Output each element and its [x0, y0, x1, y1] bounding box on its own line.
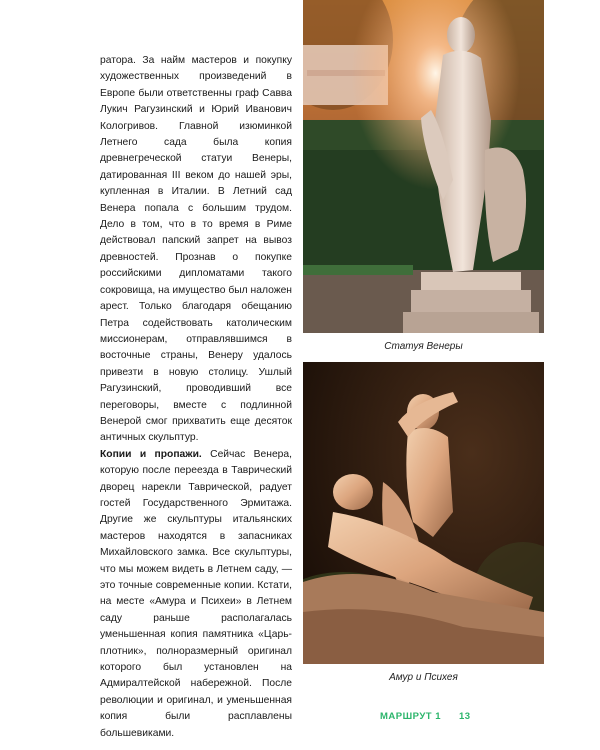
route-label: МАРШРУТ 1: [380, 711, 442, 722]
article-body: [100, 53, 292, 742]
paragraph-copies-text: Сейчас Венера, которую после переезда в Таврический дворец нарекли Таврической, радует гостей Государственного Эрмитажа. Другие же скульптуры итальянских мастеров находятся в запасниках Михайловского замка. Все скульптуры, что мы можем видеть в Летнем саду, — это точные современные копии. Кстати, на месте «Амура и Психеи» в Летнем саду раньше располагалась уменьшенная копия памятника «Царь-плотник», полноразмерный оригинал которого был установлен на Адмиралтейской набережной. После революции и оригинал, и уменьшенная копия были расплавлены большевиками.: [100, 448, 292, 739]
section-heading: Копии и пропажи.: [100, 448, 202, 460]
venus-statue-photo: [303, 0, 544, 333]
paragraph-copies: [100, 447, 292, 742]
page-number: 13: [459, 711, 471, 722]
paragraph-venus-history: ратора. За найм мастеров и покупку художественных произведений в Европе были ответственны граф Савва Лукич Рагузинский и Юрий Иванович Кологривов. Главной изюминкой Летнего сада была копия древнегреческой статуи Венеры, датированная III веком до нашей эры, купленная в Италии. В Летний сад Венера попала с большим трудом. Дело в том, что в то время в Риме действовал папский запрет на вывоз древностей. Прознав о покупке российскими дипломатами такого сокровища, на имущество был наложен арест. Только благодаря обещанию Петра содействовать католическим миссионерам, отправлявшимся в восточные страны, Венеру удалось привезти в новую столицу. Ушлый Рагузинский, проводивший все переговоры, вместе с подлинной Венерой смог прихватить еще десяток античных скульптур.: [100, 55, 292, 444]
page-footer: [380, 711, 471, 722]
amur-caption: Амур и Психея: [389, 672, 458, 683]
venus-caption: Статуя Венеры: [384, 341, 463, 352]
amur-psyche-photo: [303, 362, 544, 664]
